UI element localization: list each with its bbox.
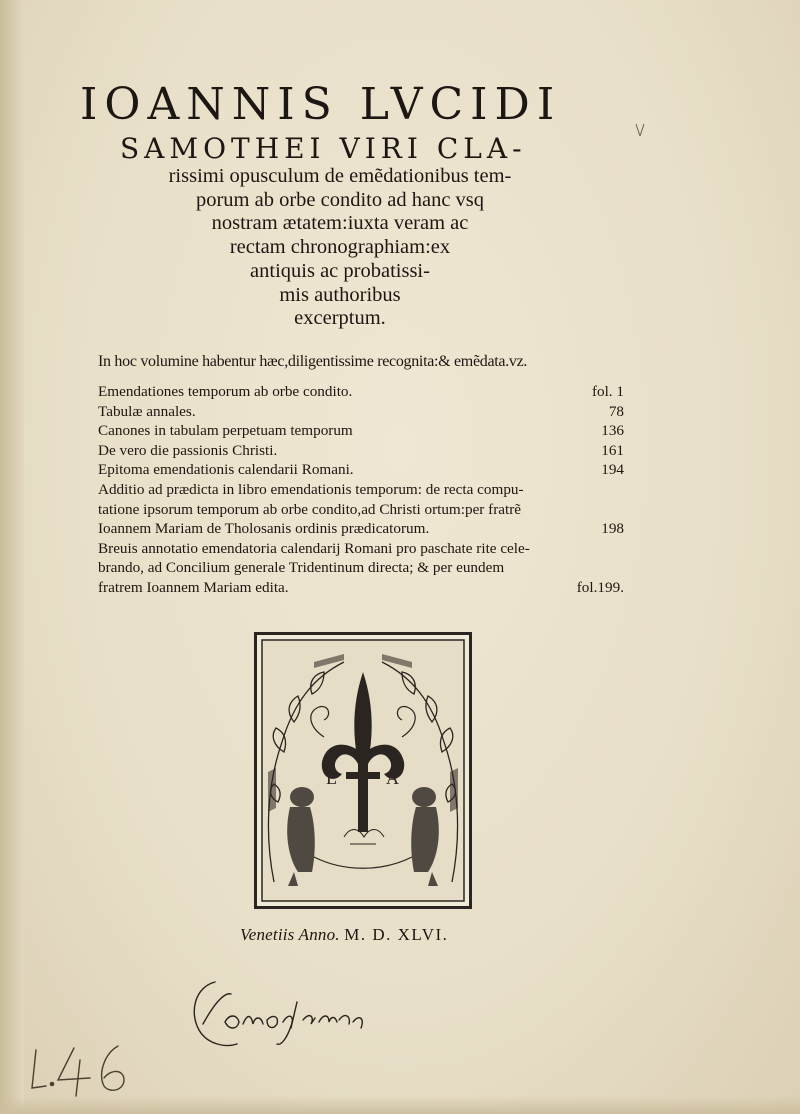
- subtitle-line: rissimi opusculum de emẽdationibus tem-: [168, 165, 512, 187]
- toc-entry-page: 78: [608, 402, 624, 420]
- toc-entry: [98, 402, 626, 422]
- toc-entry-text: Epitoma emendationis calendarii Romani.: [98, 461, 354, 479]
- toc-entry-text: De vero die passionis Christi.: [98, 441, 278, 459]
- toc-entry-page: 198: [601, 520, 624, 538]
- toc-entry-page: 136: [601, 422, 624, 440]
- title-line-1: IOANNIS LVCIDI: [80, 79, 562, 130]
- toc-entry-text: Breuis annotatio emendatoria calendarij Romani pro paschate rite cele-: [98, 539, 530, 557]
- toc-entry: [98, 441, 626, 461]
- contents-heading: In hoc volumine habentur hæc,diligentissime recognita:& emẽdata.vz.: [98, 353, 528, 370]
- page-edge-shadow: [0, 0, 24, 1114]
- toc-entry-continuation: [98, 519, 626, 539]
- toc-entry-text: Ioannem Mariam de Tholosanis ordinis prædicatorum.: [98, 520, 430, 538]
- toc-entry-text: Canones in tabulam perpetuam temporum: [98, 422, 353, 440]
- toc-entry-text: Additio ad prædicta in libro emendationis temporum: de recta compu-: [98, 480, 524, 498]
- toc-entry-text: Tabulæ annales.: [98, 402, 196, 420]
- imprint-place: Venetiis Anno.: [240, 925, 340, 944]
- toc-entry: [98, 539, 626, 559]
- toc-entry-text: brando, ad Concilium generale Tridentinum directa; & per eundem: [98, 559, 505, 577]
- toc-entry-text: Emendationes temporum ab orbe condito.: [98, 383, 353, 400]
- table-of-contents: [98, 382, 626, 598]
- subtitle-line: mis authoribus: [279, 283, 401, 306]
- toc-entry-text: tatione ipsorum temporum ab orbe condito,ad Christi ortum:per fratrẽ: [98, 500, 522, 518]
- subtitle-line: rectam chronographiam:ex: [229, 236, 451, 259]
- handwritten-shelfmark: [28, 1040, 138, 1100]
- toc-entry: [98, 421, 626, 441]
- toc-entry: [98, 460, 626, 480]
- toc-entry: [98, 480, 626, 500]
- toc-entry-page: 161: [601, 441, 624, 459]
- toc-entry-page: fol.199.: [576, 578, 624, 596]
- subtitle-line: excerptum.: [294, 307, 386, 330]
- subtitle-line: nostram ætatem:iuxta veram ac: [211, 212, 469, 235]
- subtitle-line: porum ab orbe condito ad hanc vsq: [195, 188, 485, 211]
- toc-entry-continuation: [98, 558, 626, 578]
- margin-mark: [630, 120, 660, 140]
- woodcut-initial-right: A: [386, 768, 399, 788]
- toc-entry-text: fratrem Ioannem Mariam edita.: [98, 578, 289, 596]
- woodcut-initial-left: L: [326, 768, 337, 788]
- toc-entry-continuation: [98, 578, 626, 598]
- printers-device-woodcut: [254, 632, 472, 909]
- toc-entry: [98, 382, 626, 402]
- handwritten-signature: [185, 962, 385, 1062]
- subtitle-block: [140, 165, 540, 331]
- title-line-2: SAMOTHEI VIRI CLA-: [120, 132, 527, 165]
- toc-entry-page: fol. 1: [591, 383, 624, 400]
- toc-entry-continuation: [98, 500, 626, 520]
- toc-entry-page: 194: [601, 461, 624, 479]
- subtitle-line: antiquis ac probatissi-: [250, 259, 430, 282]
- imprint-year: M. D. XLVI.: [344, 925, 449, 944]
- imprint-line: [240, 925, 490, 945]
